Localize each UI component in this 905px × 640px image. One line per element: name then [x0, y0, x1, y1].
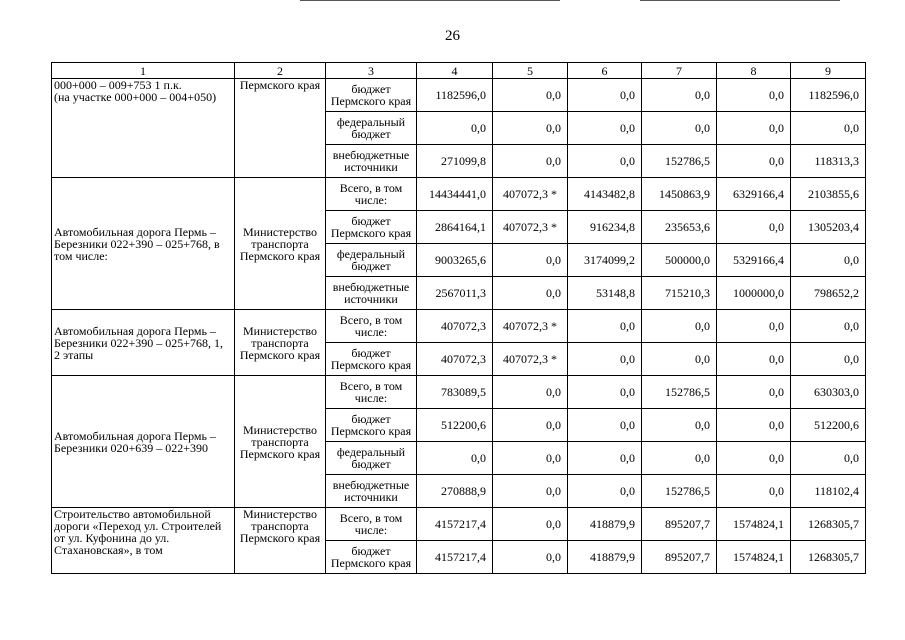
funding-source-cell: внебюджетные источники	[326, 145, 417, 178]
value-cell-col7: 152786,5	[642, 475, 717, 508]
column-header: 5	[493, 63, 568, 79]
value-cell-col5: 0,0	[493, 244, 568, 277]
table-row	[52, 508, 866, 541]
value-cell-col4: 0,0	[417, 112, 493, 145]
value-cell-col8: 0,0	[717, 211, 791, 244]
value-cell-col6: 0,0	[568, 343, 642, 376]
object-name-cell: 000+000 – 009+753 1 п.к. (на участке 000+000 – 004+050)	[52, 79, 235, 178]
value-cell-col6: 0,0	[568, 409, 642, 442]
value-cell-col9: 630303,0	[791, 376, 866, 409]
value-cell-col7: 152786,5	[642, 376, 717, 409]
value-cell-col6: 3174099,2	[568, 244, 642, 277]
value-cell-col5: 0,0	[493, 409, 568, 442]
value-cell-col8: 5329166,4	[717, 244, 791, 277]
value-cell-col8: 0,0	[717, 442, 791, 475]
value-cell-col9: 1182596,0	[791, 79, 866, 112]
value-cell-col8: 0,0	[717, 376, 791, 409]
value-cell-col8: 0,0	[717, 310, 791, 343]
value-cell-col7: 0,0	[642, 343, 717, 376]
value-cell-col4: 2567011,3	[417, 277, 493, 310]
value-cell-col4: 2864164,1	[417, 211, 493, 244]
funding-source-cell: Всего, в том числе:	[326, 178, 417, 211]
table-row	[52, 79, 866, 112]
value-cell-col7: 0,0	[642, 79, 717, 112]
value-cell-col5: 0,0	[493, 475, 568, 508]
value-cell-col6: 53148,8	[568, 277, 642, 310]
funding-source-cell: бюджет Пермского края	[326, 343, 417, 376]
value-cell-col8: 0,0	[717, 475, 791, 508]
value-cell-col8: 0,0	[717, 79, 791, 112]
table-row	[52, 310, 866, 343]
value-cell-col5: 407072,3 *	[493, 211, 568, 244]
value-cell-col4: 783089,5	[417, 376, 493, 409]
value-cell-col5: 0,0	[493, 79, 568, 112]
value-cell-col4: 0,0	[417, 442, 493, 475]
value-cell-col7: 0,0	[642, 112, 717, 145]
column-header: 3	[326, 63, 417, 79]
column-header: 7	[642, 63, 717, 79]
responsible-cell: Министерство транспорта Пермского края	[235, 508, 326, 574]
value-cell-col9: 512200,6	[791, 409, 866, 442]
table-row	[52, 178, 866, 211]
object-name-cell: Автомобильная дорога Пермь – Березники 022+390 – 025+768, в том числе:	[52, 178, 235, 310]
value-cell-col9: 2103855,6	[791, 178, 866, 211]
value-cell-col6: 916234,8	[568, 211, 642, 244]
value-cell-col4: 9003265,6	[417, 244, 493, 277]
value-cell-col7: 500000,0	[642, 244, 717, 277]
funding-source-cell: бюджет Пермского края	[326, 541, 417, 574]
value-cell-col5: 0,0	[493, 277, 568, 310]
value-cell-col4: 1182596,0	[417, 79, 493, 112]
value-cell-col5: 0,0	[493, 145, 568, 178]
table-body	[52, 63, 866, 574]
value-cell-col7: 0,0	[642, 442, 717, 475]
value-cell-col6: 418879,9	[568, 541, 642, 574]
value-cell-col6: 0,0	[568, 112, 642, 145]
value-cell-col7: 0,0	[642, 409, 717, 442]
value-cell-col7: 0,0	[642, 310, 717, 343]
value-cell-col9: 118313,3	[791, 145, 866, 178]
value-cell-col9: 0,0	[791, 343, 866, 376]
funding-source-cell: федеральный бюджет	[326, 112, 417, 145]
value-cell-col4: 270888,9	[417, 475, 493, 508]
column-header: 2	[235, 63, 326, 79]
value-cell-col9: 1268305,7	[791, 508, 866, 541]
object-name-cell: Автомобильная дорога Пермь – Березники 022+390 – 025+768, 1, 2 этапы	[52, 310, 235, 376]
value-cell-col6: 0,0	[568, 475, 642, 508]
value-cell-col8: 6329166,4	[717, 178, 791, 211]
value-cell-col4: 407072,3	[417, 310, 493, 343]
responsible-cell: Пермского края	[235, 79, 326, 178]
funding-source-cell: Всего, в том числе:	[326, 376, 417, 409]
value-cell-col9: 798652,2	[791, 277, 866, 310]
financing-table	[51, 62, 866, 574]
responsible-cell: Министерство транспорта Пермского края	[235, 178, 326, 310]
value-cell-col9: 118102,4	[791, 475, 866, 508]
column-header: 9	[791, 63, 866, 79]
value-cell-col8: 0,0	[717, 343, 791, 376]
value-cell-col6: 0,0	[568, 145, 642, 178]
funding-source-cell: федеральный бюджет	[326, 442, 417, 475]
value-cell-col8: 1574824,1	[717, 508, 791, 541]
value-cell-col6: 0,0	[568, 310, 642, 343]
value-cell-col7: 895207,7	[642, 541, 717, 574]
column-header: 4	[417, 63, 493, 79]
value-cell-col9: 0,0	[791, 442, 866, 475]
value-cell-col4: 14434441,0	[417, 178, 493, 211]
value-cell-col5: 407072,3 *	[493, 178, 568, 211]
object-name-cell: Автомобильная дорога Пермь – Березники 020+639 – 022+390	[52, 376, 235, 508]
value-cell-col8: 0,0	[717, 145, 791, 178]
table-row	[52, 376, 866, 409]
value-cell-col5: 0,0	[493, 541, 568, 574]
value-cell-col7: 715210,3	[642, 277, 717, 310]
value-cell-col5: 0,0	[493, 442, 568, 475]
header-row	[52, 63, 866, 79]
page-number: 26	[445, 28, 460, 44]
funding-source-cell: внебюджетные источники	[326, 475, 417, 508]
value-cell-col6: 0,0	[568, 376, 642, 409]
value-cell-col5: 0,0	[493, 112, 568, 145]
top-rule-right	[640, 0, 840, 1]
column-header: 1	[52, 63, 235, 79]
value-cell-col9: 0,0	[791, 244, 866, 277]
value-cell-col6: 0,0	[568, 442, 642, 475]
value-cell-col5: 407072,3 *	[493, 310, 568, 343]
column-header: 6	[568, 63, 642, 79]
value-cell-col9: 0,0	[791, 112, 866, 145]
value-cell-col6: 4143482,8	[568, 178, 642, 211]
value-cell-col8: 1000000,0	[717, 277, 791, 310]
value-cell-col6: 0,0	[568, 79, 642, 112]
value-cell-col9: 0,0	[791, 310, 866, 343]
responsible-cell: Министерство транспорта Пермского края	[235, 376, 326, 508]
value-cell-col7: 152786,5	[642, 145, 717, 178]
value-cell-col8: 1574824,1	[717, 541, 791, 574]
value-cell-col9: 1268305,7	[791, 541, 866, 574]
funding-source-cell: федеральный бюджет	[326, 244, 417, 277]
value-cell-col4: 512200,6	[417, 409, 493, 442]
value-cell-col7: 895207,7	[642, 508, 717, 541]
value-cell-col4: 271099,8	[417, 145, 493, 178]
value-cell-col4: 4157217,4	[417, 508, 493, 541]
value-cell-col4: 4157217,4	[417, 541, 493, 574]
value-cell-col9: 1305203,4	[791, 211, 866, 244]
value-cell-col6: 418879,9	[568, 508, 642, 541]
value-cell-col5: 407072,3 *	[493, 343, 568, 376]
value-cell-col8: 0,0	[717, 409, 791, 442]
object-name-cell: Строительство автомобильной дороги «Переход ул. Строителей от ул. Куфонина до ул. Стахановская», в том	[52, 508, 235, 574]
responsible-cell: Министерство транспорта Пермского края	[235, 310, 326, 376]
funding-source-cell: бюджет Пермского края	[326, 79, 417, 112]
value-cell-col5: 0,0	[493, 508, 568, 541]
value-cell-col8: 0,0	[717, 112, 791, 145]
funding-source-cell: Всего, в том числе:	[326, 310, 417, 343]
value-cell-col5: 0,0	[493, 376, 568, 409]
value-cell-col7: 235653,6	[642, 211, 717, 244]
funding-source-cell: внебюджетные источники	[326, 277, 417, 310]
column-header: 8	[717, 63, 791, 79]
value-cell-col4: 407072,3	[417, 343, 493, 376]
funding-source-cell: Всего, в том числе:	[326, 508, 417, 541]
funding-source-cell: бюджет Пермского края	[326, 211, 417, 244]
funding-source-cell: бюджет Пермского края	[326, 409, 417, 442]
top-rule-left	[300, 0, 560, 1]
value-cell-col7: 1450863,9	[642, 178, 717, 211]
